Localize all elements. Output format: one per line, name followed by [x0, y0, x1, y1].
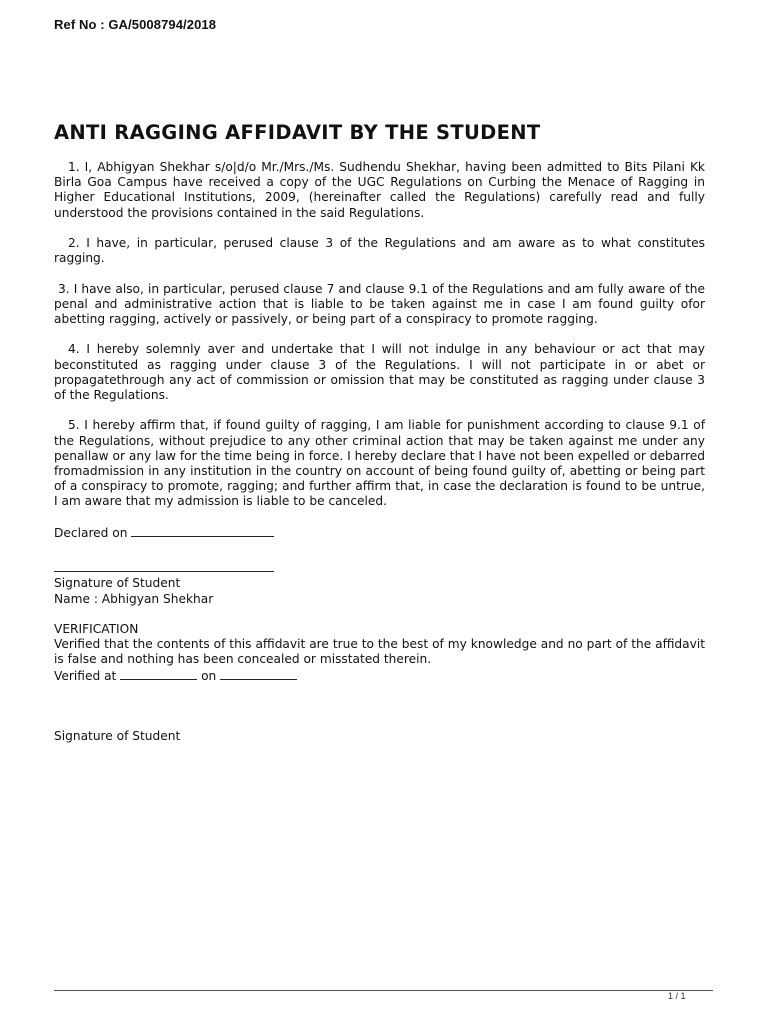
- final-signature-label: Signature of Student: [54, 729, 181, 744]
- affidavit-body: [54, 160, 705, 745]
- reference-number: Ref No : GA/5008794/2018: [54, 17, 217, 32]
- document-title: ANTI RAGGING AFFIDAVIT BY THE STUDENT: [54, 121, 541, 144]
- verified-at-blank: [120, 668, 197, 680]
- signature-label: Signature of Student: [54, 576, 181, 591]
- verification-text: Verified that the contents of this affidavit are true to the best of my knowledge and no part of the affidavit is false and nothing has been concealed or misstated therein.: [54, 637, 705, 667]
- page-number: 1 / 1: [668, 991, 686, 1001]
- declared-on-blank: [131, 525, 274, 537]
- verification-heading: VERIFICATION: [54, 621, 139, 636]
- paragraph-3: 3. I have also, in particular, perused clause 7 and clause 9.1 of the Regulations and am fully aware of the penal and administrative action that is liable to be taken against me in case I am found guilty ofor abetting ragging, actively or passively, or being part of a conspiracy to promote ragging.: [54, 281, 705, 326]
- paragraph-4: 4. I hereby solemnly aver and undertake that I will not indulge in any behaviour or act that may beconstituted as ragging under clause 3 of the Regulations. I will not participate in or abet or propagatethrough any act of commission or omission that may be constituted as ragging under clause 3 of the Regulations.: [54, 342, 705, 402]
- paragraph-5: 5. I hereby affirm that, if found guilty of ragging, I am liable for punishment according to clause 9.1 of the Regulations, without prejudice to any other criminal action that may be taken against me under any penallaw or any law for the time being in force. I hereby declare that I have not been expelled or debarred fromadmission in any institution in the country on account of being found guilty of, abetting or being part of a conspiracy to promote, ragging; and further affirm that, in case the declaration is found to be untrue, I am aware that my admission is liable to be canceled.: [54, 418, 705, 509]
- student-name: Name : Abhigyan Shekhar: [54, 591, 214, 606]
- paragraph-2: 2. I have, in particular, perused clause 3 of the Regulations and am aware as to what constitutes ragging.: [54, 236, 705, 266]
- verified-at-line: [54, 668, 705, 684]
- verified-on-label: on: [201, 668, 217, 683]
- declared-on-line: [54, 525, 705, 541]
- declared-on-label: Declared on: [54, 525, 128, 540]
- signature-line: [54, 571, 274, 572]
- verified-on-blank: [220, 668, 297, 680]
- verified-at-label: Verified at: [54, 668, 117, 683]
- footer-divider: [54, 990, 713, 991]
- paragraph-1: 1. I, Abhigyan Shekhar s/o|d/o Mr./Mrs./Ms. Sudhendu Shekhar, having been admitted to Bits Pilani Kk Birla Goa Campus have received a copy of the UGC Regulations on Curbing the Menace of Ragging in Higher Educational Institutions, 2009, (hereinafter called the Regulations) carefully read and fully understood the provisions contained in the said Regulations.: [54, 160, 705, 220]
